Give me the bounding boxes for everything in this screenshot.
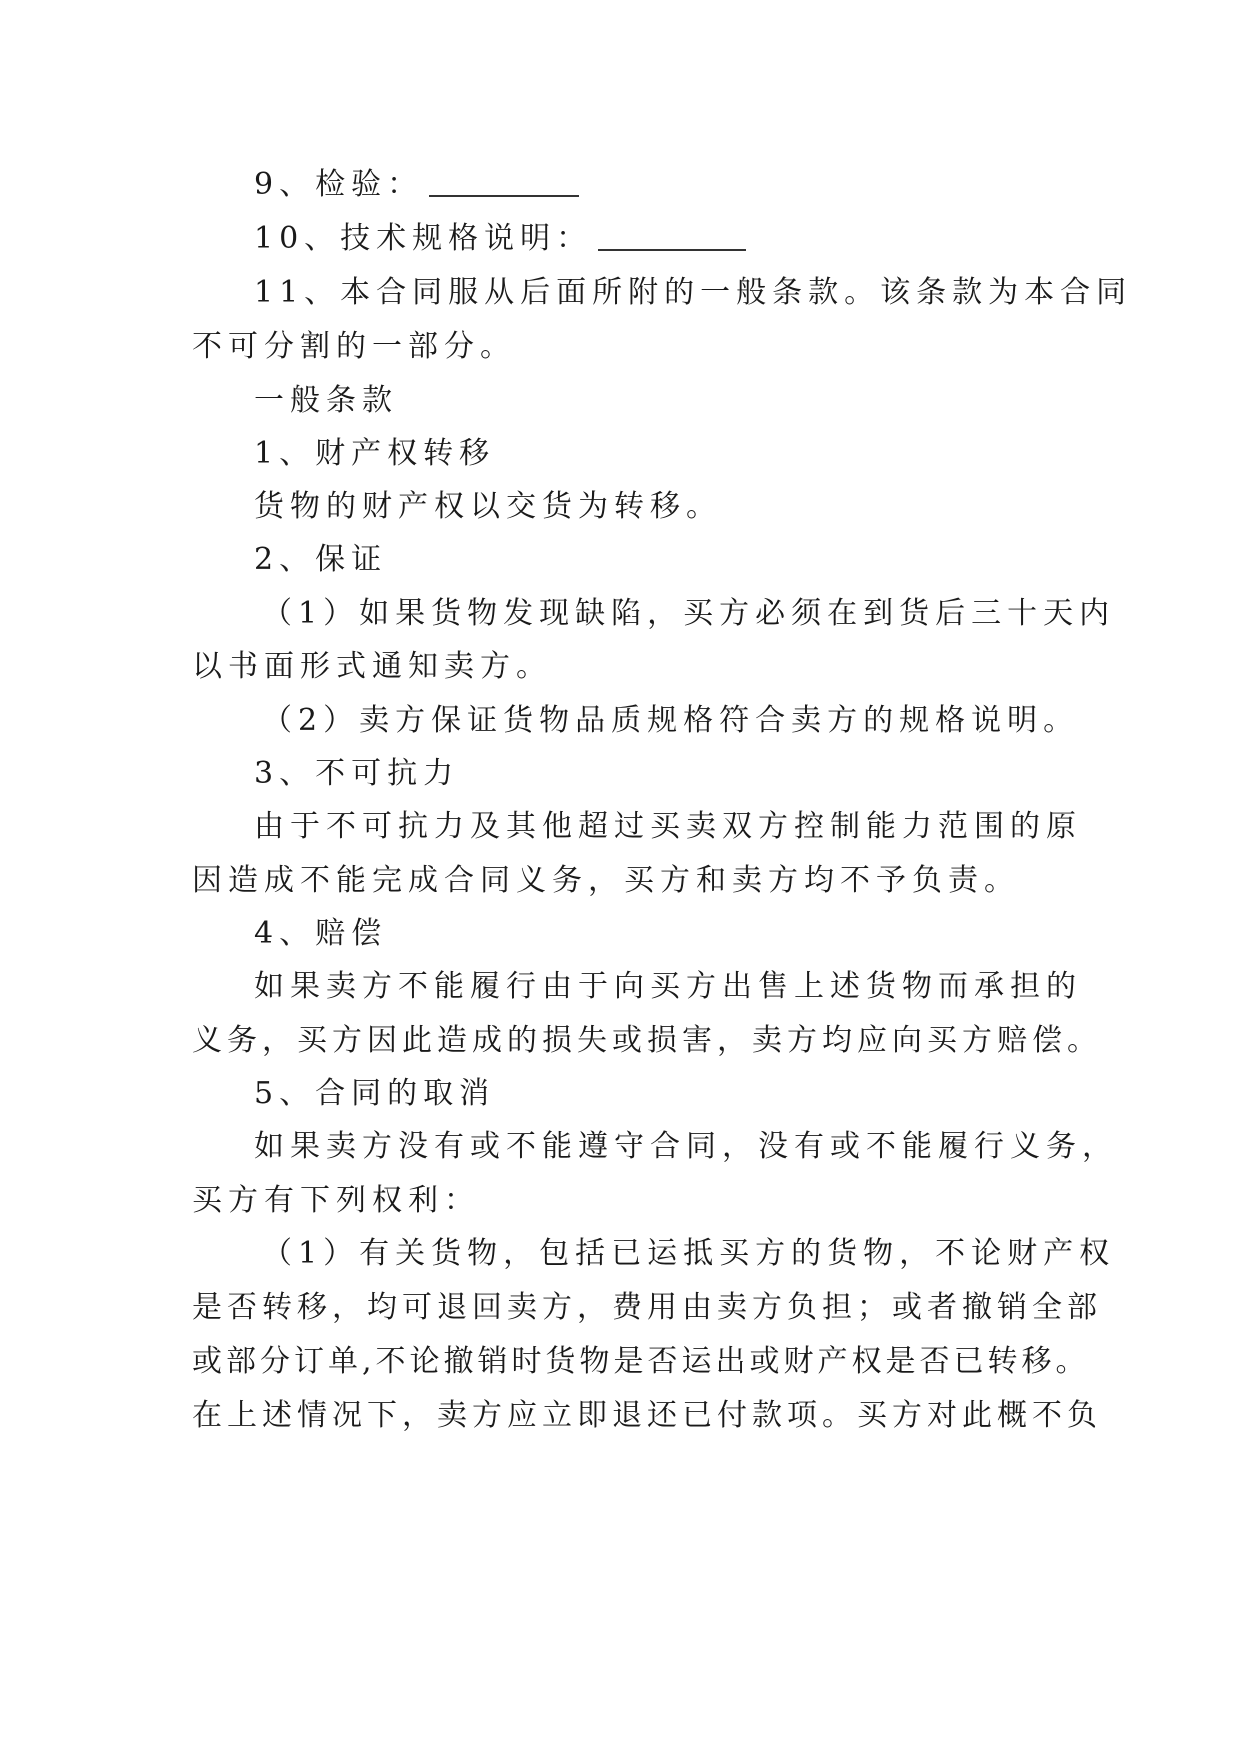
section-5-para-1-line-4: 在上述情况下，卖方应立即退还已付款项。买方对此概不负 (192, 1398, 1102, 1433)
section-2-para-1-line-1: （1）如果货物发现缺陷，买方必须在到货后三十天内 (262, 596, 1116, 631)
item-10-label: 10、技术规格说明： (254, 221, 593, 256)
section-1-title: 1、财产权转移 (254, 436, 496, 471)
item-11-line-1: 11、本合同服从后面所附的一般条款。该条款为本合同 (254, 275, 1133, 310)
item-9-line (254, 156, 1084, 214)
section-5-body-line-1: 如果卖方没有或不能遵守合同，没有或不能履行义务， (254, 1129, 1118, 1164)
section-2-para-1-line-2: 以书面形式通知卖方。 (192, 649, 552, 684)
item-9-label: 9、检验： (254, 167, 424, 202)
section-3-body-line-2: 因造成不能完成合同义务，买方和卖方均不予负责。 (192, 863, 1020, 898)
section-3-title: 3、不可抗力 (254, 756, 460, 791)
section-2-para-2: （2）卖方保证货物品质规格符合卖方的规格说明。 (262, 703, 1080, 738)
section-4-body-line-1: 如果卖方不能履行由于向买方出售上述货物而承担的 (254, 969, 1082, 1004)
general-terms-title: 一般条款 (254, 383, 398, 418)
section-2-title: 2、保证 (254, 542, 388, 577)
section-4-title: 4、赔偿 (254, 916, 388, 951)
item-10-blank (598, 249, 746, 251)
section-5-title: 5、合同的取消 (254, 1076, 496, 1111)
section-3-body-line-1: 由于不可抗力及其他超过买卖双方控制能力范围的原 (254, 809, 1082, 844)
section-5-para-1-line-1: （1）有关货物，包括已运抵买方的货物，不论财产权 (262, 1236, 1116, 1271)
section-5-para-1-line-2: 是否转移，均可退回卖方，费用由卖方负担；或者撤销全部 (192, 1290, 1102, 1325)
item-11-line-2: 不可分割的一部分。 (192, 329, 516, 364)
section-1-body: 货物的财产权以交货为转移。 (254, 489, 722, 524)
section-5-para-1-line-3: 或部分订单,不论撤销时货物是否运出或财产权是否已转移。 (192, 1344, 1090, 1379)
section-4-body-line-2: 义务，买方因此造成的损失或损害，卖方均应向买方赔偿。 (192, 1023, 1102, 1058)
section-5-body-line-2: 买方有下列权利： (192, 1183, 480, 1218)
item-9-blank (429, 195, 579, 197)
item-10-line (254, 210, 1084, 268)
